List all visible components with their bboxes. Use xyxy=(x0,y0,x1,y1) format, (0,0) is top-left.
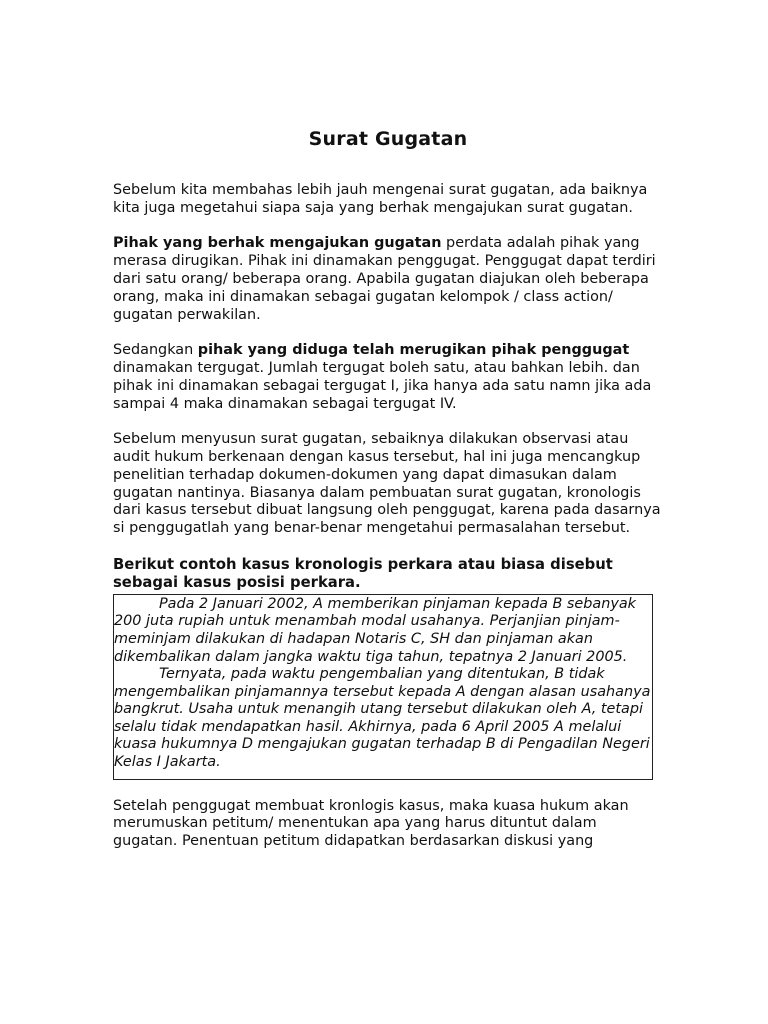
intro-paragraph: Sebelum kita membahas lebih jauh mengenai surat gugatan, ada baiknya kita juga megetahui siapa saja yang berhak mengajukan surat gugatan. xyxy=(113,182,648,216)
defendant-paragraph xyxy=(113,342,663,413)
defendant-text: dinamakan tergugat. Jumlah tergugat boleh satu, atau bahkan lebih. dan pihak ini dinamakan sebagai tergugat I, jika hanya ada satu namn jika ada sampai 4 maka dinamakan sebagai tergugat IV. xyxy=(113,359,652,412)
document-title: Surat Gugatan xyxy=(308,128,468,150)
plaintiff-paragraph xyxy=(113,235,663,324)
plaintiff-text: perdata adalah pihak yang merasa dirugikan. Pihak ini dinamakan penggugat. Penggugat dapat terdiri dari satu orang/ beberapa orang. Apabila gugatan diajukan oleh beberapa orang, maka ini dinamakan sebagai gugatan kelompok / class action/ gugatan perwakilan. xyxy=(113,235,656,323)
example-heading: Berikut contoh kasus kronologis perkara atau biasa disebut sebagai kasus posisi perkara. xyxy=(113,555,613,591)
defendant-term: pihak yang diduga telah merugikan pihak penggugat xyxy=(197,342,630,359)
case-paragraph-2: Ternyata, pada waktu pengembalian yang ditentukan, B tidak mengembalikan pinjamannya tersebut kepada A dengan alasan usahanya bangkrut. Usaha untuk menangih utang tersebut dilakukan oleh A, tetapi selalu tidak mendapatkan hasil. Akhirnya, pada 6 April 2005 A melalui kuasa hukumnya D mengajukan gugatan terhadap B di Pengadilan Negeri Kelas I Jakarta. xyxy=(114,666,651,771)
defendant-pre: Sedangkan xyxy=(113,342,198,359)
case-chronology-box xyxy=(113,594,653,780)
observation-paragraph: Sebelum menyusun surat gugatan, sebaiknya dilakukan observasi atau audit hukum berkenaan dengan kasus tersebut, hal ini juga mencangkup penelitian terhadap dokumen-dokumen yang dapat dimasukan dalam gugatan nantinya. Biasanya dalam pembuatan surat gugatan, kronologis dari kasus tersebut dibuat langsung oleh penggugat, karena pada dasarnya si penggugatlah yang benar-benar mengetahui permasalahan tersebut. xyxy=(113,431,661,537)
petitum-paragraph: Setelah penggugat membuat kronlogis kasus, maka kuasa hukum akan merumuskan petitum/ menentukan apa yang harus dituntut dalam gugatan. Penentuan petitum didapatkan berdasarkan diskusi yang xyxy=(113,797,629,850)
case-paragraph-1: Pada 2 Januari 2002, A memberikan pinjaman kepada B sebanyak 200 juta rupiah untuk menambah modal usahanya. Perjanjian pinjam-meminjam dilakukan di hadapan Notaris C, SH dan pinjaman akan dikembalikan dalam jangka waktu tiga tahun, tepatnya 2 Januari 2005. xyxy=(114,595,637,665)
document-page xyxy=(113,128,663,851)
plaintiff-term: Pihak yang berhak mengajukan gugatan xyxy=(113,235,442,252)
